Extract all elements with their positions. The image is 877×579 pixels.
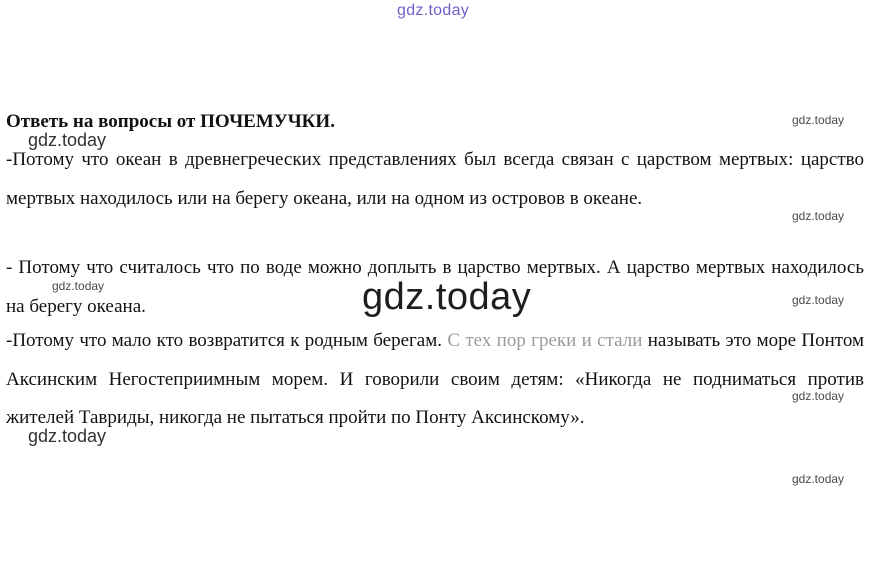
watermark-right-5: gdz.today (792, 472, 845, 486)
page-heading: Ответь на вопросы от ПОЧЕМУЧКИ. (6, 111, 335, 132)
answer-paragraph-3-rest: называть это море Понтом Аксинским Негостеприимным морем. И говорили своим детям: «Никогда не подниматься против жителей Тавриды, никогда не пытаться пройти по Понту Аксинскому». (6, 330, 864, 428)
watermark-right-1: gdz.today (792, 113, 845, 127)
answer-paragraph-2: - Потому что считалось что по воде можно доплыть в царство мертвых. А царство мертвых находилось на берегу океана. (6, 257, 864, 317)
watermark-left-3: gdz.today (28, 426, 107, 446)
watermark-right-3: gdz.today (792, 293, 845, 307)
watermark-right-2: gdz.today (792, 209, 845, 223)
answer-paragraph-3-main: -Потому что мало кто возвратится к родным берегам. (6, 330, 443, 351)
watermark-left-2: gdz.today (52, 279, 105, 293)
answer-paragraph-1: -Потому что океан в древнегреческих представлениях был всегда связан с царством мертвых: царство мертвых находилось или на берегу океана, или на одном из островов в океане. (6, 149, 864, 209)
watermark-top: gdz.today (397, 2, 470, 19)
watermark-left-1: gdz.today (28, 130, 107, 150)
watermark-right-4: gdz.today (792, 389, 845, 403)
answer-paragraph-3 (6, 322, 864, 438)
answer-paragraph-3-faded: С тех пор греки и стали (442, 330, 643, 351)
watermark-center-big: gdz.today (362, 276, 532, 318)
